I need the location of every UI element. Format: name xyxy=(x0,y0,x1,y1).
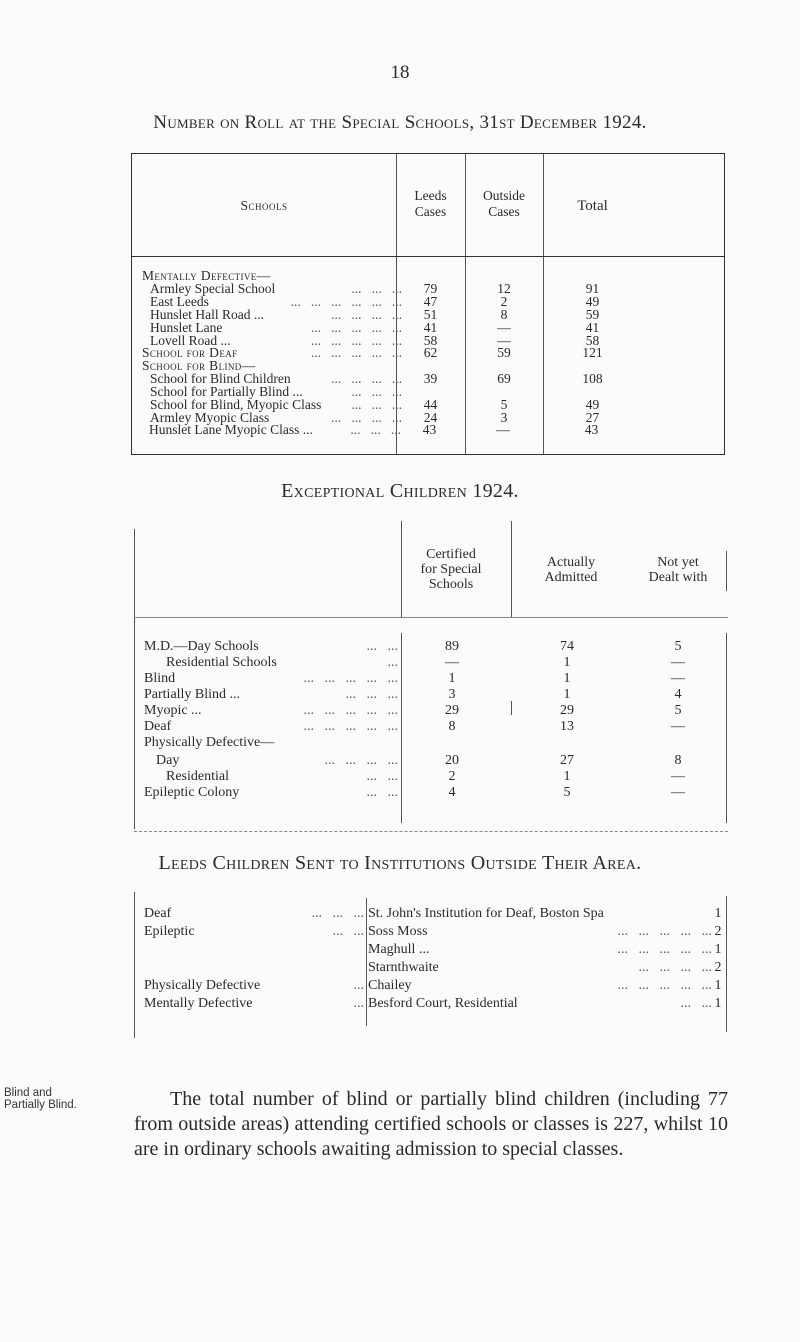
outside-cases-header xyxy=(465,188,543,220)
leader-dots: ... xyxy=(387,655,398,670)
row-label: Blind xyxy=(144,671,176,686)
total-value: 91 xyxy=(585,280,600,296)
row-label: Residential xyxy=(166,769,229,784)
leader-dots: ... ... ... ... xyxy=(331,371,402,387)
right-border xyxy=(726,896,727,1032)
admitted-value: 1 xyxy=(563,655,571,670)
certified-value: 3 xyxy=(448,687,456,702)
certified-value: 1 xyxy=(448,671,456,686)
leeds-value: 41 xyxy=(423,319,438,335)
count-value: 1 xyxy=(714,942,722,957)
summary-paragraph: The total number of blind or partially blind children (including 77 from outside areas) attending certified schools or classes is 227, whilst 10 are in ordinary schools awaiting admission to special classes. xyxy=(134,1088,728,1160)
total-value: 41 xyxy=(585,319,600,335)
certified-header xyxy=(401,547,501,592)
institutions-table xyxy=(134,892,726,1038)
outside-value: 8 xyxy=(500,306,508,322)
row-label: Physically Defective— xyxy=(144,735,275,750)
row-label: M.D.—Day Schools xyxy=(144,639,259,654)
admitted-value: 27 xyxy=(560,753,574,768)
institutions-title: Leeds Children Sent to Institutions Outside Their Area. xyxy=(158,852,642,874)
schools-header: Schools xyxy=(240,198,288,213)
leader-dots: ... ... ... ... ... xyxy=(303,719,398,734)
certified-header-line: for Special xyxy=(420,562,482,577)
certified-value: 2 xyxy=(448,769,456,784)
leader-dots: ... ... xyxy=(366,785,398,800)
leader-dots: ... ... ... xyxy=(351,280,402,296)
leader-dots: ... ... ... ... ... xyxy=(303,671,398,686)
special-schools-table xyxy=(131,153,725,455)
not-yet-value: — xyxy=(671,785,685,800)
table-row xyxy=(134,960,726,976)
admitted-header-line: Actually xyxy=(546,555,596,570)
leeds-value: 79 xyxy=(423,280,438,296)
count-value: 1 xyxy=(714,978,722,993)
margin-note-line: Partially Blind. xyxy=(4,1099,77,1111)
certified-value: 89 xyxy=(445,639,459,654)
row-label: Residential Schools xyxy=(166,655,277,670)
leader-dots: ... ... ... xyxy=(311,906,364,921)
bottom-border xyxy=(134,831,728,832)
exceptional-children-title: Exceptional Children 1924. xyxy=(281,480,519,502)
row-label: Armley Special School xyxy=(150,280,276,296)
leader-dots: ... ... ... ... ... xyxy=(310,345,402,361)
leader-dots: ... ... ... ... xyxy=(331,409,402,425)
leader-dots: ... ... ... xyxy=(350,421,401,437)
row-label: Armley Myopic Class xyxy=(150,409,270,425)
table-row xyxy=(134,719,728,735)
outside-value: 12 xyxy=(497,280,511,296)
total-value: 58 xyxy=(585,332,600,348)
row-label: East Leeds xyxy=(150,293,209,309)
header-divider xyxy=(132,256,724,257)
table-row xyxy=(134,671,728,687)
table-row xyxy=(134,735,728,751)
table-row xyxy=(134,687,728,703)
total-value: 27 xyxy=(585,409,600,425)
leader-dots: ... ... xyxy=(680,996,712,1011)
not-yet-header-line: Not yet xyxy=(657,555,699,570)
total-value: 121 xyxy=(582,345,603,361)
certified-header-line: Schools xyxy=(428,577,474,592)
outside-value: 2 xyxy=(500,293,508,309)
leader-dots: ... ... ... xyxy=(351,384,402,400)
leeds-header-line: Cases xyxy=(414,204,447,219)
table-row xyxy=(134,978,726,994)
leeds-value: 24 xyxy=(423,409,438,425)
row-label: School for Partially Blind ... xyxy=(150,384,303,400)
not-yet-value: 5 xyxy=(674,639,682,654)
table-row xyxy=(134,942,726,958)
table-row xyxy=(134,785,728,801)
leader-dots: ... ... ... ... ... xyxy=(617,924,712,939)
institution-name: Chailey xyxy=(368,978,412,993)
leeds-value: 39 xyxy=(423,371,438,387)
leader-dots: ... ... ... ... ... xyxy=(303,703,398,718)
table-row xyxy=(134,924,726,940)
category-label: Deaf xyxy=(144,906,172,921)
total-value: 43 xyxy=(584,421,599,437)
row-label: Epileptic Colony xyxy=(144,785,240,800)
row-label: School for Blind Children xyxy=(150,371,291,387)
leeds-value: 51 xyxy=(423,306,438,322)
category-label: Mentally Defective xyxy=(144,996,253,1011)
certified-value: — xyxy=(445,655,459,670)
certified-value: 29 xyxy=(445,703,459,718)
admitted-value: 1 xyxy=(563,769,571,784)
leader-dots: ... ... ... xyxy=(345,687,398,702)
row-label: School for Deaf xyxy=(142,345,238,361)
outside-value: 5 xyxy=(500,397,508,412)
leader-dots: ... xyxy=(353,996,364,1011)
category-label: Epileptic xyxy=(144,924,195,939)
leeds-value: 43 xyxy=(422,421,437,437)
institution-name: Soss Moss xyxy=(368,924,428,939)
row-label: Myopic ... xyxy=(144,703,202,718)
admitted-value: 29 xyxy=(560,703,574,718)
row-label: School for Blind— xyxy=(142,358,256,374)
leader-dots: ... ... xyxy=(366,639,398,654)
outside-value: 3 xyxy=(500,409,508,425)
leeds-value: 44 xyxy=(423,397,438,412)
not-yet-value: — xyxy=(671,719,685,734)
not-yet-value: — xyxy=(671,671,685,686)
leader-dots: ... xyxy=(353,978,364,993)
not-yet-value: 5 xyxy=(674,703,682,718)
leeds-value: 47 xyxy=(423,293,438,309)
institution-name: Starnthwaite xyxy=(368,960,439,975)
leader-dots: ... ... xyxy=(366,769,398,784)
total-value: 108 xyxy=(582,371,603,387)
admitted-value: 1 xyxy=(563,671,571,686)
outside-value: — xyxy=(497,319,511,335)
leader-dots: ... ... ... ... xyxy=(331,306,402,322)
right-border xyxy=(726,551,727,591)
institution-name: St. John's Institution for Deaf, Boston Spa xyxy=(368,906,604,921)
admitted-value: 1 xyxy=(563,687,571,702)
table-row xyxy=(134,996,726,1012)
not-yet-header-line: Dealt with xyxy=(648,570,708,585)
row-label: School for Blind, Myopic Class xyxy=(150,397,322,412)
not-yet-value: 8 xyxy=(674,753,682,768)
leader-dots: ... ... ... ... ... xyxy=(617,942,712,957)
not-yet-value: 4 xyxy=(674,687,682,702)
leader-dots: ... ... ... ... ... xyxy=(310,319,402,335)
row-label: Hunslet Lane Myopic Class ... xyxy=(149,421,313,437)
total-value: 49 xyxy=(585,397,600,412)
margin-note-line: Blind and xyxy=(4,1087,52,1099)
leeds-header-line: Leeds xyxy=(414,188,447,203)
outside-header-line: Cases xyxy=(488,204,520,219)
certified-value: 4 xyxy=(448,785,456,800)
table-row xyxy=(131,423,725,437)
table-row xyxy=(134,703,728,719)
leeds-cases-header xyxy=(396,188,465,220)
row-label: Deaf xyxy=(144,719,172,734)
leeds-value: 62 xyxy=(423,345,438,361)
outside-value: — xyxy=(496,421,510,437)
outside-value: 59 xyxy=(497,345,511,361)
row-label: Hunslet Hall Road ... xyxy=(150,306,264,322)
institution-name: Maghull ... xyxy=(368,942,430,957)
leader-dots: ... ... ... ... xyxy=(638,960,712,975)
admitted-value: 13 xyxy=(560,719,574,734)
leader-dots: ... ... xyxy=(332,924,364,939)
page-number: 18 xyxy=(390,62,410,83)
count-value: 2 xyxy=(714,960,722,975)
count-value: 2 xyxy=(714,924,722,939)
outside-value: — xyxy=(497,332,511,348)
table-row xyxy=(134,639,728,655)
margin-note xyxy=(4,1087,77,1111)
admitted-header-line: Admitted xyxy=(544,570,598,585)
leeds-value: 58 xyxy=(423,332,438,348)
count-value: 1 xyxy=(714,906,722,921)
leader-dots: ... ... ... ... ... ... xyxy=(290,293,402,309)
admitted-header xyxy=(511,555,631,585)
total-value: 49 xyxy=(585,293,600,309)
leader-dots: ... ... ... ... ... xyxy=(310,332,402,348)
outside-header-line: Outside xyxy=(483,188,525,203)
certified-value: 8 xyxy=(448,719,456,734)
category-label: Physically Defective xyxy=(144,978,261,993)
header-divider xyxy=(134,617,728,618)
not-yet-value: — xyxy=(671,655,685,670)
exceptional-children-table xyxy=(134,521,728,831)
leader-dots: ... ... ... ... xyxy=(324,753,398,768)
row-label: Day xyxy=(156,753,180,768)
leader-dots: ... ... ... xyxy=(351,397,402,412)
admitted-value: 5 xyxy=(563,785,571,800)
admitted-value: 74 xyxy=(560,639,574,654)
total-header: Total xyxy=(577,198,608,214)
table-row xyxy=(134,753,728,769)
row-label: Partially Blind ... xyxy=(144,687,241,702)
row-label: Lovell Road ... xyxy=(150,332,231,348)
certified-header-line: Certified xyxy=(426,547,476,562)
table-row xyxy=(134,769,728,785)
certified-value: 20 xyxy=(445,753,459,768)
total-value: 59 xyxy=(585,306,600,322)
institution-name: Besford Court, Residential xyxy=(368,996,518,1011)
table-row xyxy=(134,655,728,671)
special-schools-title: Number on Roll at the Special Schools, 31st December 1924. xyxy=(153,112,647,133)
table-row xyxy=(134,906,726,922)
row-label: Mentally Defective— xyxy=(142,268,271,283)
count-value: 1 xyxy=(714,996,722,1011)
not-yet-value: — xyxy=(671,769,685,784)
row-label: Hunslet Lane xyxy=(150,319,223,335)
leader-dots: ... ... ... ... ... xyxy=(617,978,712,993)
outside-value: 69 xyxy=(497,371,511,387)
not-yet-header xyxy=(632,555,724,585)
